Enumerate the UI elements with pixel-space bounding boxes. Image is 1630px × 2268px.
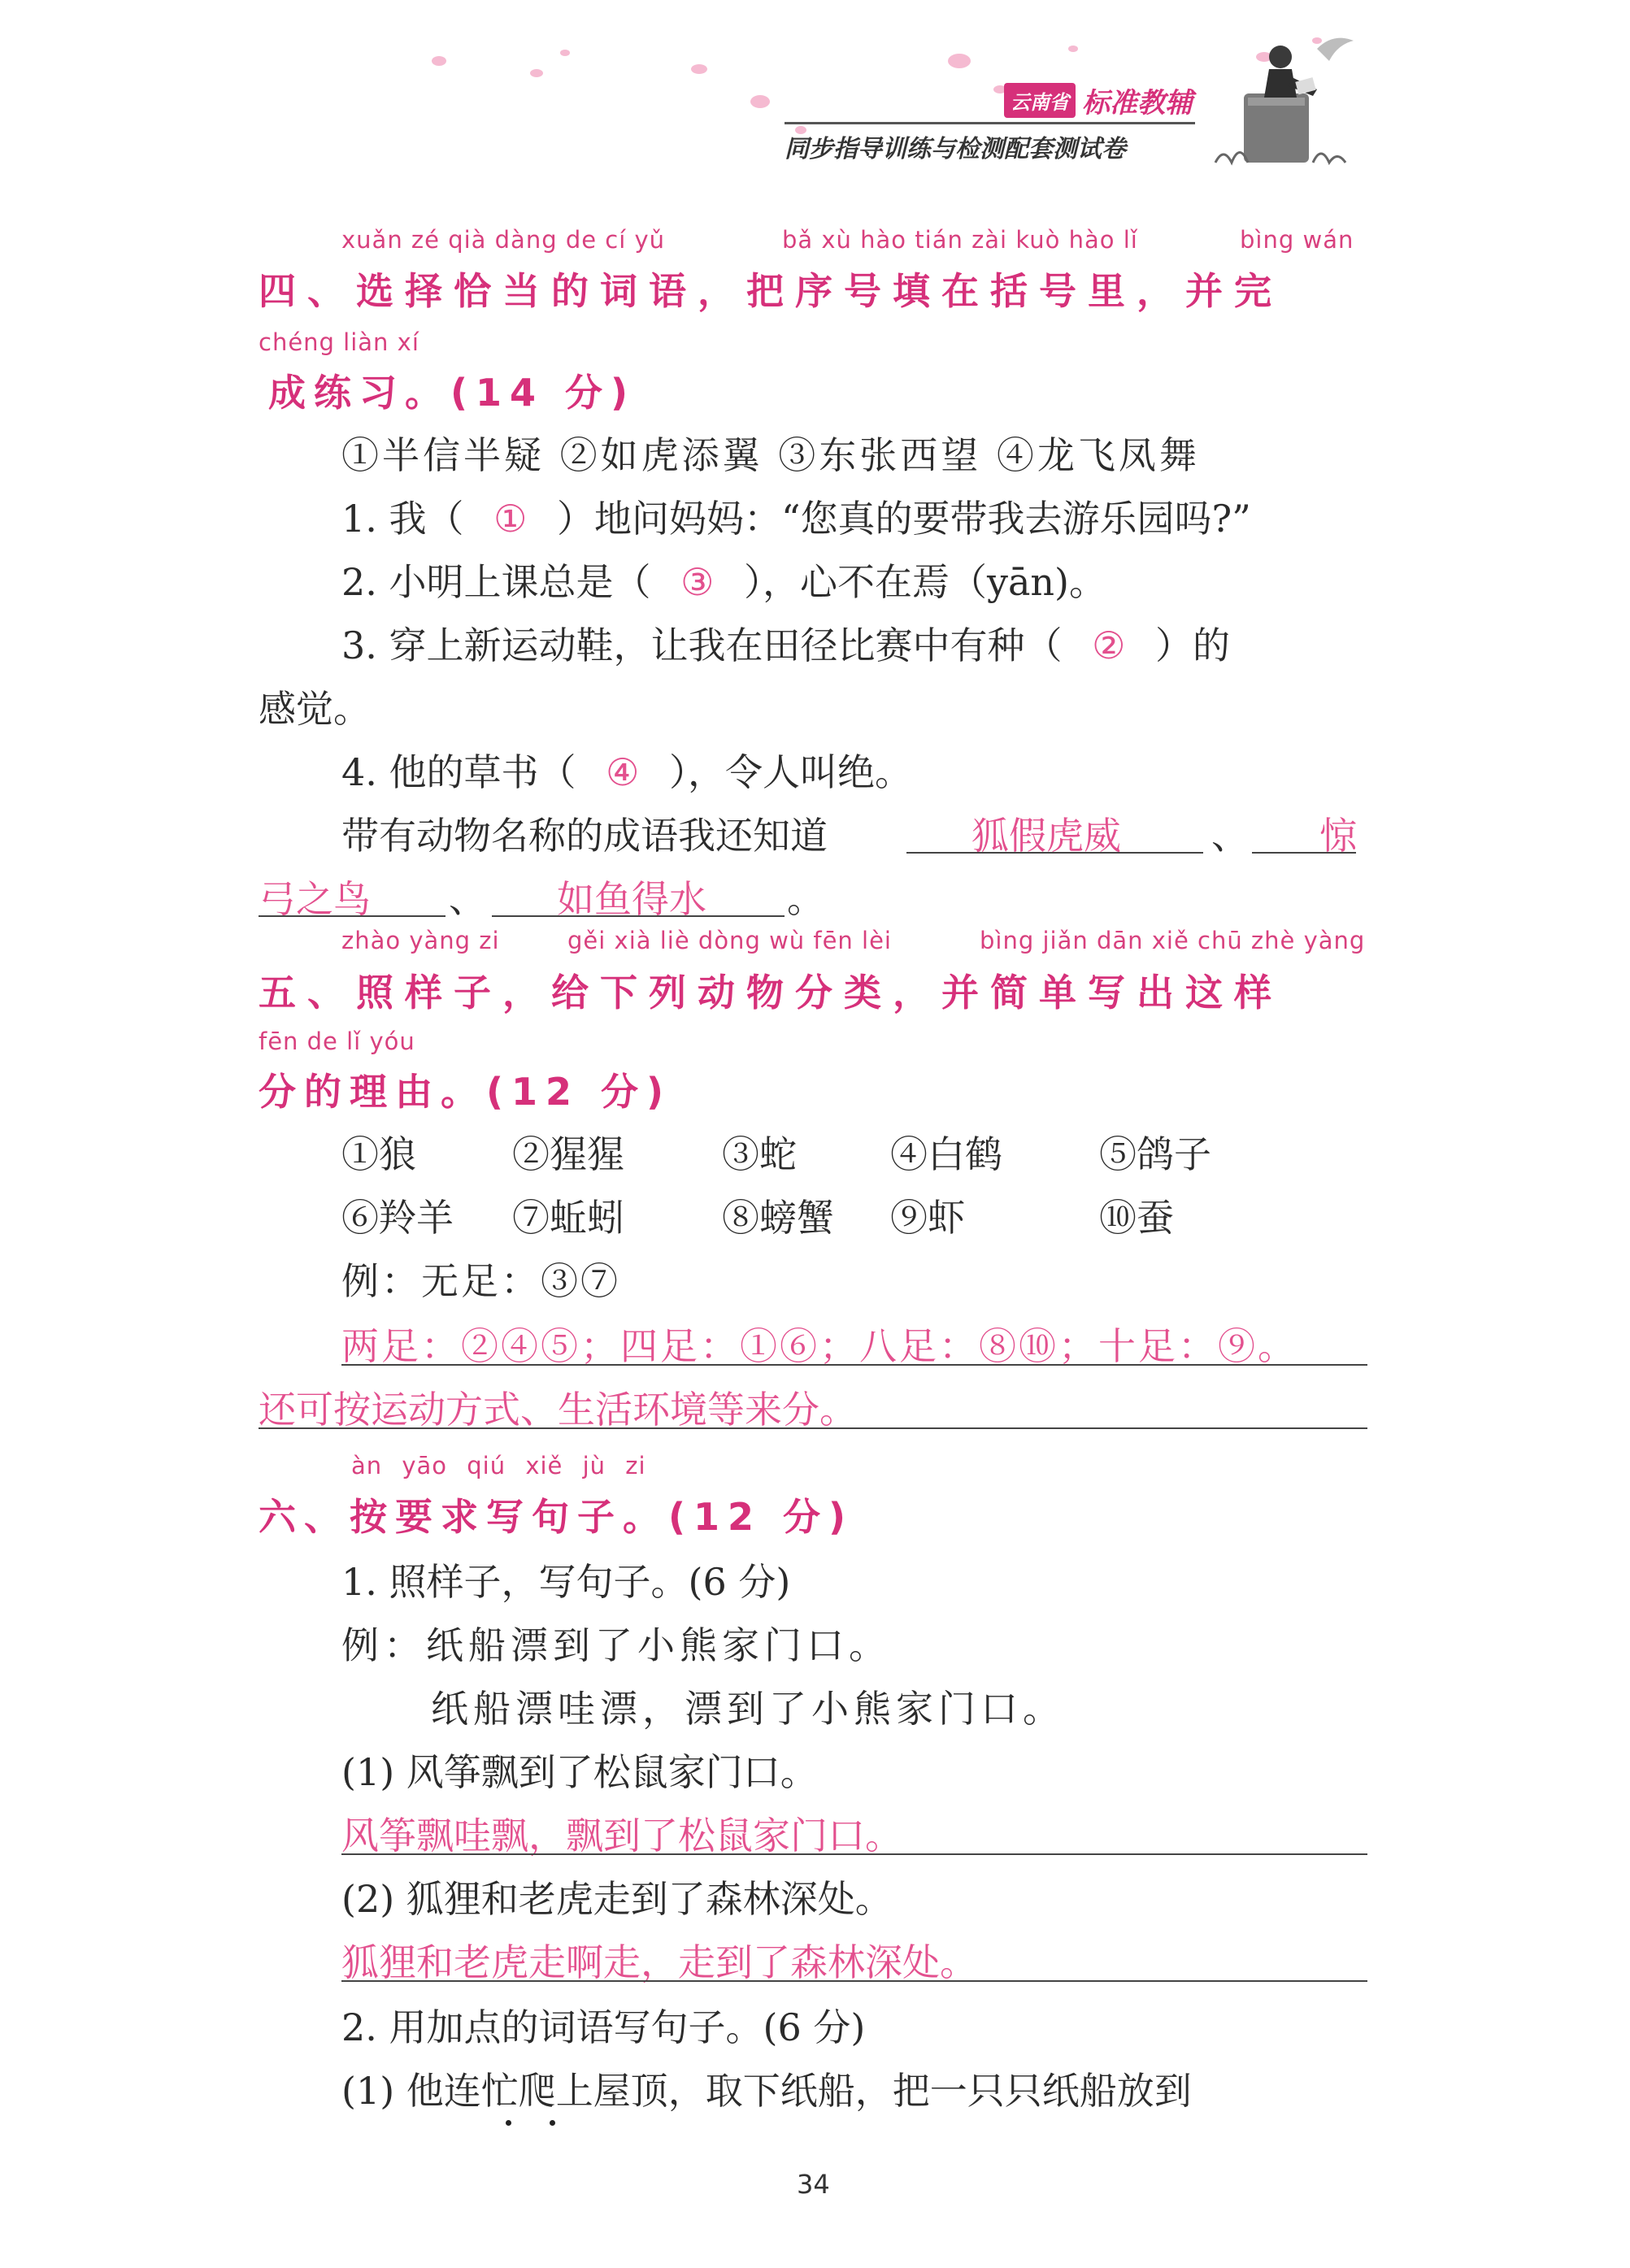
page-number: 34: [797, 2169, 830, 2200]
q5-answer-line-1: 两足：②④⑤；四足：①⑥；八足：⑧⑩；十足：⑨。: [341, 1324, 1297, 1368]
q4-s4-answer: ④: [606, 750, 640, 794]
q5-animal-9: ⑨虾: [890, 1196, 965, 1240]
q5-animal-8: ⑧螃蟹: [722, 1196, 834, 1240]
q5-answer-line-2: 还可按运动方式、生活环境等来分。: [259, 1388, 857, 1432]
header-badge: [1004, 81, 1193, 119]
q4-pinyin-b: bǎ xù hào tián zài kuò hào lǐ: [782, 226, 1138, 254]
q4-s2-post: ），心不在焉（yān)。: [744, 560, 1106, 604]
q4-extension-answer-2b: 弓之鸟: [259, 877, 371, 921]
q4-s3-post: ）的: [1155, 623, 1231, 667]
q5-animal-7: ⑦蚯蚓: [512, 1196, 624, 1240]
q6-part2-title: 2. 用加点的词语写句子。(6 分): [341, 2005, 866, 2049]
emphasis-dot-1: [506, 2120, 511, 2126]
q6-rule-2: [341, 1980, 1367, 1982]
q4-extension-end: 。: [787, 877, 824, 921]
badge-region: 云南省: [1004, 83, 1076, 118]
q6-part1-answer-1: 风筝飘哇飘，飘到了松鼠家门口。: [341, 1814, 902, 1857]
q4-pinyin-d: chéng liàn xí: [259, 328, 419, 356]
q6-pinyin: àn yāo qiú xiě jù zi: [351, 1452, 646, 1479]
q4-extension-answer-2a: 惊: [1319, 814, 1357, 858]
q4-s3-answer: ②: [1092, 623, 1126, 667]
q4-sentence-1: [341, 489, 1251, 543]
q6-rule-1: [341, 1853, 1367, 1855]
q4-blank-line-3: [492, 915, 785, 917]
q6-title: 六、按要求写句子。(12 分): [259, 1495, 854, 1539]
q5-animal-5: ⑤鸽子: [1099, 1132, 1211, 1176]
q4-blank-line-2a: [1252, 852, 1356, 854]
q4-sentence-3: [341, 616, 1230, 670]
q5-rule-2: [259, 1427, 1367, 1429]
q4-sentence-4: [341, 743, 912, 797]
q4-pinyin-c: bìng wán: [1240, 226, 1354, 254]
q5-title-line2: 分的理由。(12 分): [259, 1070, 672, 1114]
q5-pinyin-d: fēn de lǐ yóu: [259, 1028, 415, 1055]
q5-pinyin-a: zhào yàng zi: [341, 927, 500, 954]
q5-animal-2: ②猩猩: [512, 1132, 624, 1176]
q5-rule-1: [341, 1364, 1367, 1366]
q5-pinyin-c: bìng jiǎn dān xiě chū zhè yàng: [980, 927, 1366, 954]
q4-s1-post: ）地问妈妈：“您真的要带我去游乐园吗?”: [557, 497, 1251, 541]
emphasis-dot-2: [550, 2120, 555, 2126]
q4-extension-sep-1: 、: [1211, 814, 1249, 858]
q5-example: 例：无足：③⑦: [341, 1259, 620, 1303]
q5-animal-3: ③蛇: [722, 1132, 797, 1176]
q4-title-line2: 成练习。(14 分): [268, 371, 637, 415]
q4-s4-post: ），令人叫绝。: [669, 750, 913, 794]
q4-s2-answer: ③: [680, 560, 715, 604]
q4-extension-sep-2: 、: [449, 877, 486, 921]
q5-animal-10: ⑩蚕: [1099, 1196, 1174, 1240]
q4-s2-pre: 2. 小明上课总是（: [341, 560, 651, 604]
reading-child-illustration: [1199, 33, 1362, 171]
header-rule: [785, 122, 1195, 124]
q4-s1-pre: 1. 我（: [341, 497, 464, 541]
q4-blank-line-2b: [259, 915, 446, 917]
badge-title: 标准教辅: [1082, 86, 1193, 119]
q4-extension-answer-1: 狐假虎威: [971, 814, 1121, 858]
q4-extension-answer-3: 如鱼得水: [557, 877, 706, 921]
q5-pinyin-b: gěi xià liè dòng wù fēn lèi: [567, 927, 892, 954]
q4-s3-pre: 3. 穿上新运动鞋，让我在田径比赛中有种（: [341, 623, 1063, 667]
q4-sentence-2: [341, 553, 1106, 606]
header-subtitle: 同步指导训练与检测配套测试卷: [785, 135, 1126, 163]
q4-s1-answer: ①: [493, 497, 528, 541]
q6-part1-example-2: 纸船漂哇漂，漂到了小熊家门口。: [431, 1687, 1065, 1731]
q6-part1-question-2: (2) 狐狸和老虎走到了森林深处。: [341, 1877, 893, 1921]
q4-extension-prompt: 带有动物名称的成语我还知道: [341, 814, 828, 858]
q6-part1-title: 1. 照样子，写句子。(6 分): [341, 1560, 791, 1604]
q4-blank-line-1: [906, 852, 1203, 854]
q6-part1-example-1: 例：纸船漂到了小熊家门口。: [341, 1623, 891, 1667]
q5-animal-1: ①狼: [341, 1132, 416, 1176]
q6-part2-question-1: (1) 他连忙爬上屋顶，取下纸船，把一只只纸船放到: [341, 2069, 1192, 2113]
q4-pinyin-a: xuǎn zé qià dàng de cí yǔ: [341, 226, 666, 254]
q4-sentence-3-cont: 感觉。: [259, 687, 371, 731]
q6-part1-question-1: (1) 风筝飘到了松鼠家门口。: [341, 1750, 818, 1794]
q4-options: ①半信半疑 ②如虎添翼 ③东张西望 ④龙飞凤舞: [341, 433, 1200, 477]
q4-title-line1: 四、选择恰当的词语，把序号填在括号里，并完: [259, 269, 1283, 313]
q5-animal-6: ⑥羚羊: [341, 1196, 454, 1240]
q5-animal-4: ④白鹤: [890, 1132, 1002, 1176]
q5-title-line1: 五、照样子，给下列动物分类，并简单写出这样: [259, 971, 1283, 1015]
q4-s4-pre: 4. 他的草书（: [341, 750, 576, 794]
q6-part1-answer-2: 狐狸和老虎走啊走，走到了森林深处。: [341, 1940, 977, 1984]
